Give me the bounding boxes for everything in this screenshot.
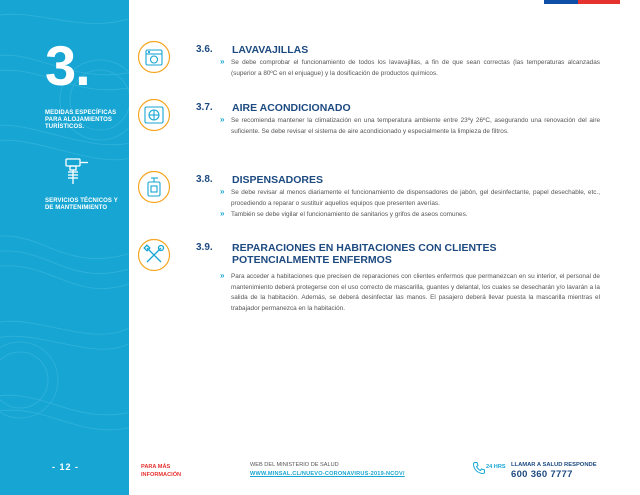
section-title: AIRE ACONDICIONADO bbox=[232, 102, 351, 114]
dishwasher-icon bbox=[137, 40, 171, 74]
bullet-list bbox=[220, 58, 600, 80]
section-number: 3.6. bbox=[196, 44, 213, 55]
section-title: DISPENSADORES bbox=[232, 174, 324, 186]
section-title: REPARACIONES EN HABITACIONES CON CLIENTES POTENCIALMENTE ENFERMOS bbox=[232, 242, 497, 266]
section-title: LAVAVAJILLAS bbox=[232, 44, 309, 56]
bullet-marker: » bbox=[220, 187, 225, 196]
flag-blue bbox=[544, 0, 578, 4]
minsal-link[interactable]: WWW.MINSAL.CL/NUEVO-CORONAVIRUS-2019-NCOV/ bbox=[250, 471, 405, 477]
list-item: » Para acceder a habitaciones que precisen de reparaciones con clientes enfermos que permanezcan en su interior, el personal de mantenimiento deberá protegerse con el uso correcto de mascarilla, guantes y delantal, los cuales se desecharán y/o lavarán a la salida de la habitación. Además, se deberá desinfectar las manos. El pasajero deberá llevar puesta la mascarilla mientras el trabajador permanezca en la habitación. bbox=[220, 271, 600, 312]
list-item: » También se debe vigilar el funcionamiento de sanitarios y grifos de aseos comunes. bbox=[220, 209, 468, 218]
category-label: MEDIDAS ESPECÍFICAS PARA ALOJAMIENTOS TURÍSTICOS. bbox=[45, 110, 117, 130]
hours-label: 24 HRS bbox=[486, 464, 506, 470]
bullet-marker: » bbox=[220, 209, 225, 218]
bullet-marker: » bbox=[220, 271, 225, 280]
air-conditioner-icon bbox=[137, 98, 171, 132]
phone-number[interactable]: 600 360 7777 bbox=[511, 469, 573, 480]
flag-red bbox=[578, 0, 620, 4]
more-info-label: PARA MÁS INFORMACIÓN bbox=[141, 464, 182, 478]
bullet-list bbox=[220, 188, 600, 222]
section-number: 3.7. bbox=[196, 102, 213, 113]
flag-strip bbox=[544, 0, 620, 4]
section-lavavajillas bbox=[137, 40, 607, 90]
list-item: » Se recomienda mantener la climatización en una temperatura ambiente entre 23ºy 26ºC, asegurando una renovación del aire suficiente. Se debe revisar el sistema de aire acondicionado y especialmente la limpieza de filtros. bbox=[220, 115, 600, 135]
tools-icon bbox=[62, 156, 90, 186]
section-dispensadores bbox=[137, 170, 607, 232]
section-number: 3.8. bbox=[196, 174, 213, 185]
section-number: 3.9. bbox=[196, 242, 213, 253]
list-item: » Se debe revisar al menos diariamente el funcionamiento de dispensadores de jabón, gel desinfectante, papel desechable, etc., procediendo a reparar o sustituir aquellos equipos que presenten averías. bbox=[220, 187, 600, 207]
call-label: LLAMAR A SALUD RESPONDE bbox=[511, 462, 597, 468]
bullet-list bbox=[220, 116, 600, 138]
bullet-marker: » bbox=[220, 115, 225, 124]
web-label: WEB DEL MINISTERIO DE SALUD bbox=[250, 462, 339, 468]
section-reparaciones bbox=[137, 238, 607, 328]
dispenser-icon bbox=[137, 170, 171, 204]
bullet-list bbox=[220, 272, 600, 315]
page-number: - 12 - bbox=[52, 462, 80, 472]
chapter-number: 3. bbox=[45, 34, 90, 97]
subcategory-label: SERVICIOS TÉCNICOS Y DE MANTENIMIENTO bbox=[45, 198, 118, 211]
bullet-marker: » bbox=[220, 57, 225, 66]
sidebar bbox=[0, 0, 129, 495]
phone-icon bbox=[472, 461, 486, 475]
repair-tools-icon bbox=[137, 238, 171, 272]
section-aire-acondicionado bbox=[137, 98, 607, 158]
list-item: » Se debe comprobar el funcionamiento de todos los lavavajillas, a fin de que sean correctas (las temperaturas alcanzadas (superior a 80ºC en el enjuague) y la dosificación de productos químicos. bbox=[220, 57, 600, 77]
